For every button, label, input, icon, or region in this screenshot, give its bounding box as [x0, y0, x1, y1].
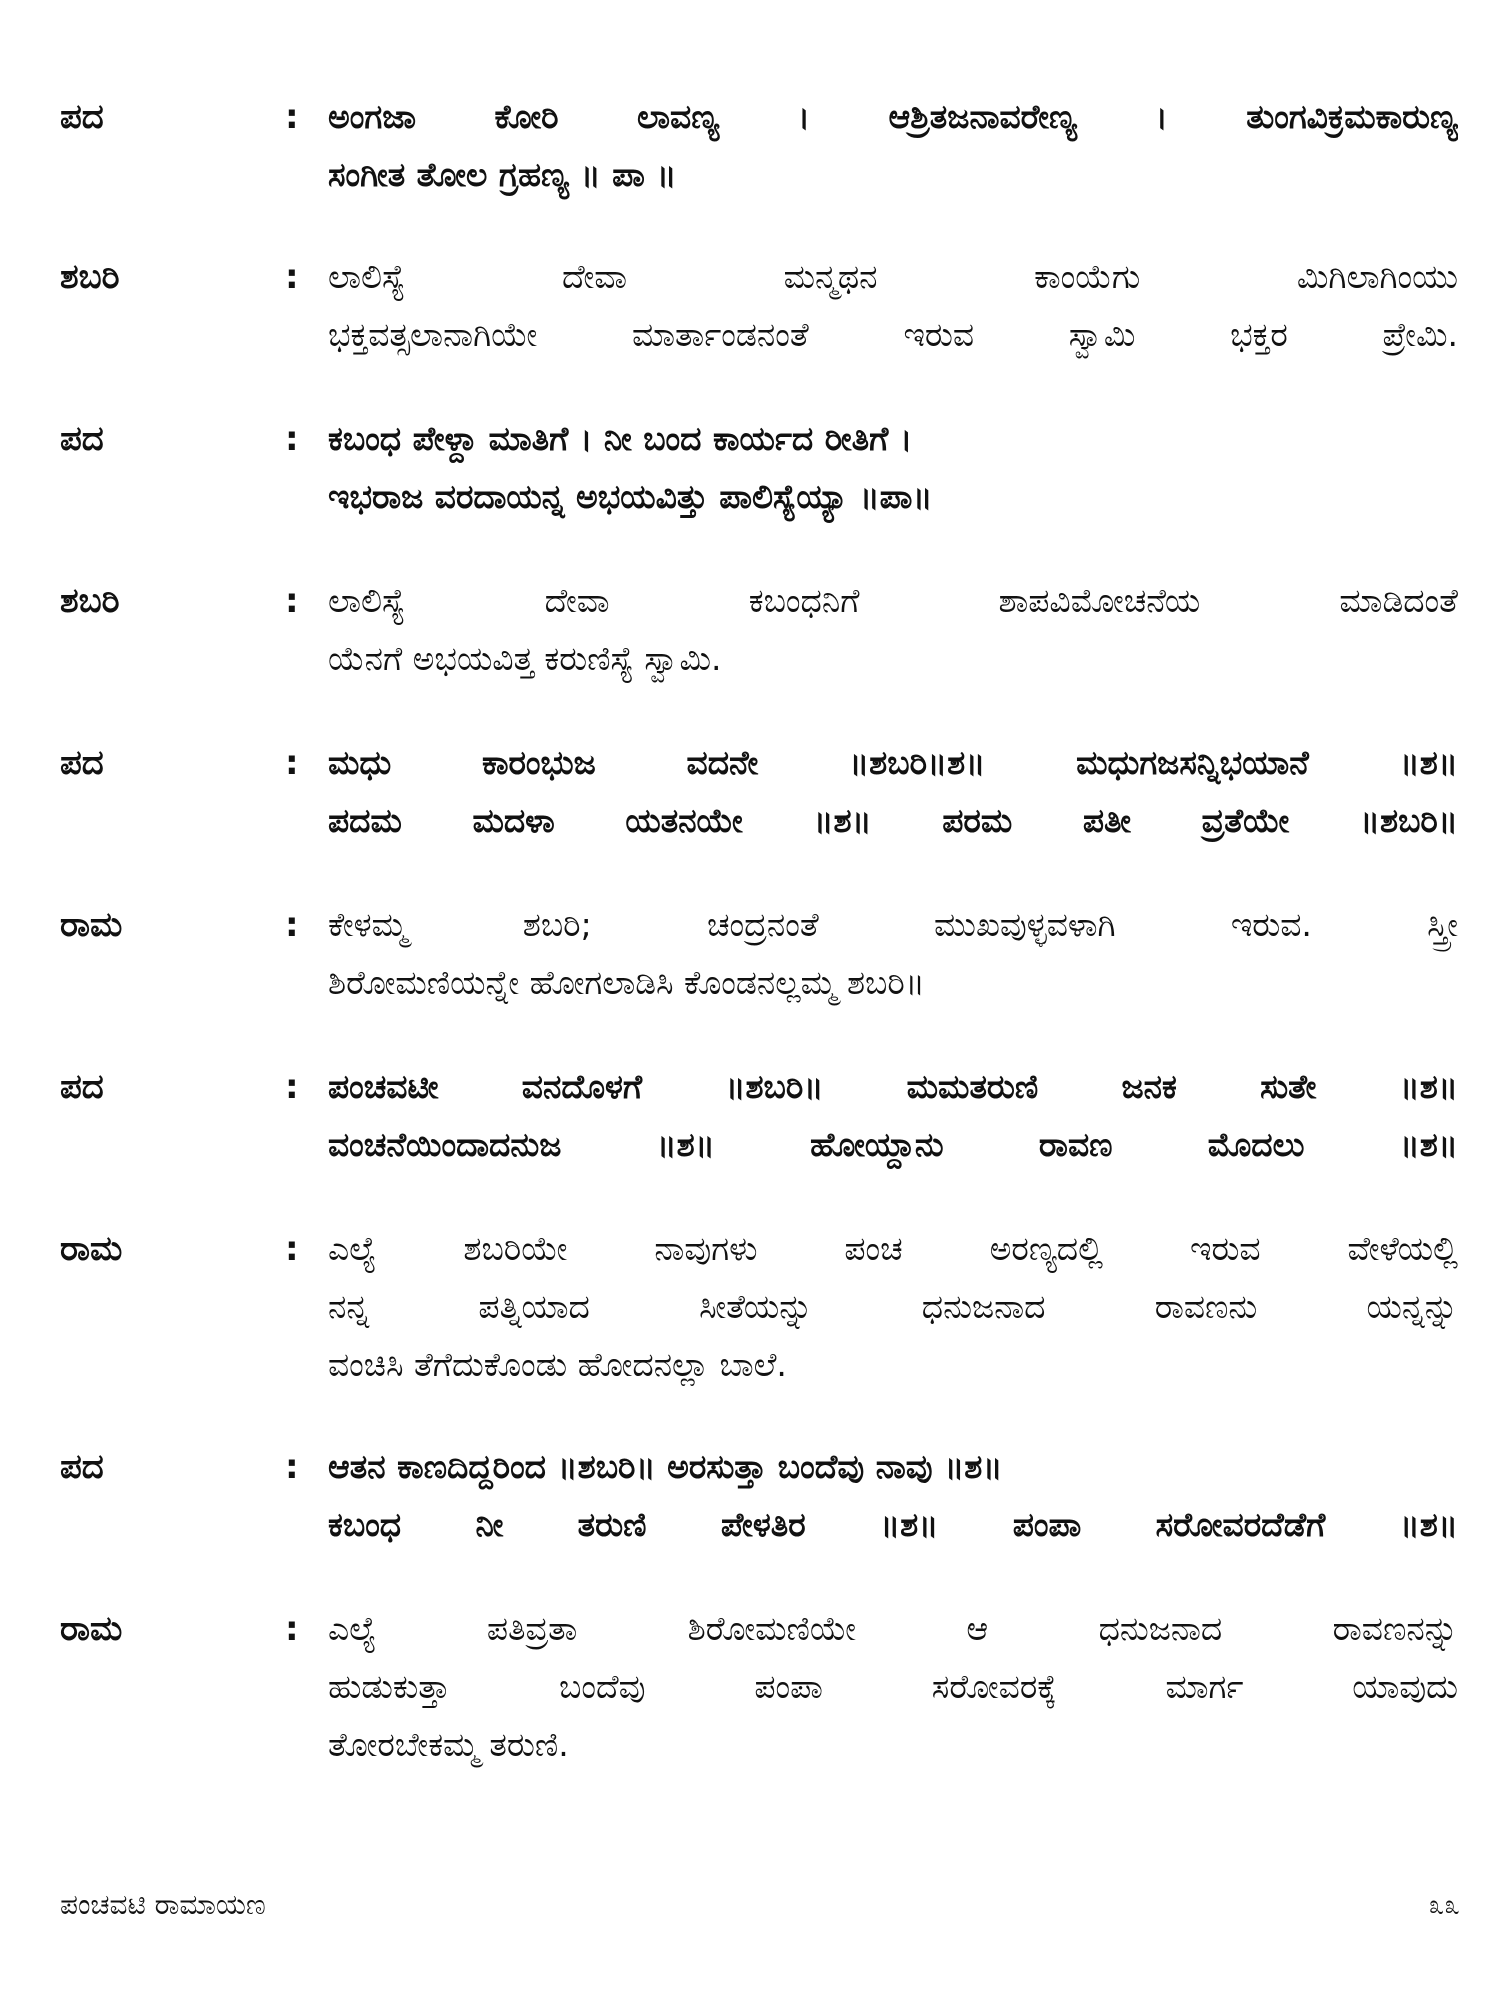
text-line: ಇಭರಾಜ ವರದಾಯನ್ನ ಅಭಯವಿತ್ತು ಪಾಲಿಸ್ಯೆಯ್ಯಾ ॥ಪಾ॥ — [328, 477, 933, 516]
text-line: ಅಂಗಜಾ ಕೋರಿ ಲಾವಣ್ಯ । ಆಶ್ರಿತಜನಾವರೇಣ್ಯ । ತುಂಗವಿಕ್ರಮಕಾರುಣ್ಯ — [328, 97, 1458, 136]
speaker-colon: : — [285, 419, 299, 459]
speaker-colon: : — [285, 97, 299, 137]
text-line: ಲಾಲಿಸ್ಯೆ ದೇವಾ ಕಬಂಧನಿಗೆ ಶಾಪವಿಮೋಚನೆಯ ಮಾಡಿದಂತೆ — [328, 581, 1458, 620]
text-line: ಸಂಗೀತ ತೋಲ ಗ್ರಹಣ್ಯ ॥ ಪಾ ॥ — [328, 155, 677, 194]
text-line: ಹುಡುಕುತ್ತಾ ಬಂದೆವು ಪಂಪಾ ಸರೋವರಕ್ಕೆ ಮಾರ್ಗ ಯಾವುದು — [328, 1667, 1458, 1706]
speaker-label: ರಾಮ — [60, 1609, 123, 1649]
text-line: ಭಕ್ತವತ್ಸಲಾನಾಗಿಯೇ ಮಾರ್ತಾಂಡನಂತೆ ಇರುವ ಸ್ವಾಮಿ ಭಕ್ತರ ಪ್ರೇಮಿ. — [328, 315, 1458, 354]
text-line: ಆತನ ಕಾಣದಿದ್ದರಿಂದ ॥ಶಬರಿ॥ ಅರಸುತ್ತಾ ಬಂದೆವು ನಾವು ॥ಶ॥ — [328, 1447, 1003, 1486]
speaker-colon: : — [285, 1447, 299, 1487]
text-line: ಕಬಂಧ ಪೇಳ್ದಾ ಮಾತಿಗೆ । ನೀ ಬಂದ ಕಾರ್ಯದ ರೀತಿಗೆ । — [328, 419, 913, 458]
dialogue-lines — [328, 1600, 1458, 1774]
text-line: ನನ್ನ ಪತ್ನಿಯಾದ ಸೀತೆಯನ್ನು ಧನುಜನಾದ ರಾವಣನು ಯನ್ನನ್ನು — [328, 1287, 1458, 1326]
text-line: ಕಬಂಧ ನೀ ತರುಣಿ ಪೇಳತಿರ ॥ಶ॥ ಪಂಪಾ ಸರೋವರದೆಡೆಗೆ ॥ಶ॥ — [328, 1505, 1458, 1544]
text-line: ಮಧು ಕಾರಂಭುಜ ವದನೇ ॥ಶಬರಿ॥ಶ॥ ಮಧುಗಜಸನ್ನಿಭಯಾನೆ ॥ಶ॥ — [328, 743, 1458, 782]
speaker-label: ಪದ — [60, 419, 104, 459]
text-line: ಎಲ್ಯೆ ಪತಿವ್ರತಾ ಶಿರೋಮಣಿಯೇ ಆ ಧನುಜನಾದ ರಾವಣನನ್ನು — [328, 1609, 1458, 1648]
verse-lines — [328, 410, 1458, 526]
speaker-label: ಪದ — [60, 1447, 104, 1487]
page-number: ೩೩ — [1428, 1888, 1460, 1921]
book-title: ಪಂಚವಟಿ ರಾಮಾಯಣ — [60, 1888, 266, 1921]
verse-lines — [328, 88, 1458, 204]
text-line: ವಂಚನೆಯಿಂದಾದನುಜ ॥ಶ॥ ಹೋಯ್ದಾನು ರಾವಣ ಮೊದಲು ॥ಶ॥ — [328, 1125, 1458, 1164]
speaker-colon: : — [285, 257, 299, 297]
text-line: ಶಿರೋಮಣಿಯನ್ನೇ ಹೋಗಲಾಡಿಸಿ ಕೊಂಡನಲ್ಲಮ್ಮ ಶಬರಿ॥ — [328, 963, 925, 1002]
speaker-colon: : — [285, 1609, 299, 1649]
speaker-colon: : — [285, 1067, 299, 1107]
speaker-colon: : — [285, 905, 299, 945]
speaker-label: ರಾಮ — [60, 905, 123, 945]
text-line: ಪಂಚವಟೀ ವನದೊಳಗೆ ॥ಶಬರಿ॥ ಮಮತರುಣಿ ಜನಕ ಸುತೇ ॥ಶ॥ — [328, 1067, 1458, 1106]
speaker-label: ಶಬರಿ — [60, 581, 120, 621]
speaker-label: ರಾಮ — [60, 1229, 123, 1269]
verse-lines — [328, 1058, 1458, 1174]
text-line: ಲಾಲಿಸ್ಯೆ ದೇವಾ ಮನ್ಮಥನ ಕಾಂಯೆಗು ಮಿಗಿಲಾಗಿಂಯು — [328, 257, 1458, 296]
speaker-label: ಶಬರಿ — [60, 257, 120, 297]
text-line: ಎಲ್ಯೆ ಶಬರಿಯೇ ನಾವುಗಳು ಪಂಚ ಅರಣ್ಯದಲ್ಲಿ ಇರುವ ವೇಳೆಯಲ್ಲಿ — [328, 1229, 1458, 1268]
text-line: ಪದಮ ಮದಳಾ ಯತನಯೇ ॥ಶ॥ ಪರಮ ಪತೀ ವ್ರತೆಯೇ ॥ಶಬರಿ॥ — [328, 801, 1458, 840]
text-line: ಕೇಳಮ್ಮ ಶಬರಿ; ಚಂದ್ರನಂತೆ ಮುಖವುಳ್ಳವಳಾಗಿ ಇರುವ. ಸ್ತ್ರೀ — [328, 905, 1458, 944]
verse-lines — [328, 734, 1458, 850]
text-line: ವಂಚಿಸಿ ತೆಗೆದುಕೊಂಡು ಹೋದನಲ್ಲಾ ಬಾಲೆ. — [328, 1345, 787, 1384]
speaker-label: ಪದ — [60, 97, 104, 137]
speaker-label: ಪದ — [60, 743, 104, 783]
speaker-colon: : — [285, 581, 299, 621]
dialogue-lines — [328, 896, 1458, 1012]
verse-lines — [328, 1438, 1458, 1554]
text-line: ಯೆನಗೆ ಅಭಯವಿತ್ತ ಕರುಣಿಸ್ಯೆ ಸ್ವಾಮಿ. — [328, 639, 722, 678]
speaker-colon: : — [285, 1229, 299, 1269]
speaker-colon: : — [285, 743, 299, 783]
dialogue-lines — [328, 248, 1458, 364]
dialogue-lines — [328, 1220, 1458, 1394]
text-line: ತೋರಬೇಕಮ್ಮ ತರುಣಿ. — [328, 1725, 569, 1764]
dialogue-lines — [328, 572, 1458, 688]
speaker-label: ಪದ — [60, 1067, 104, 1107]
